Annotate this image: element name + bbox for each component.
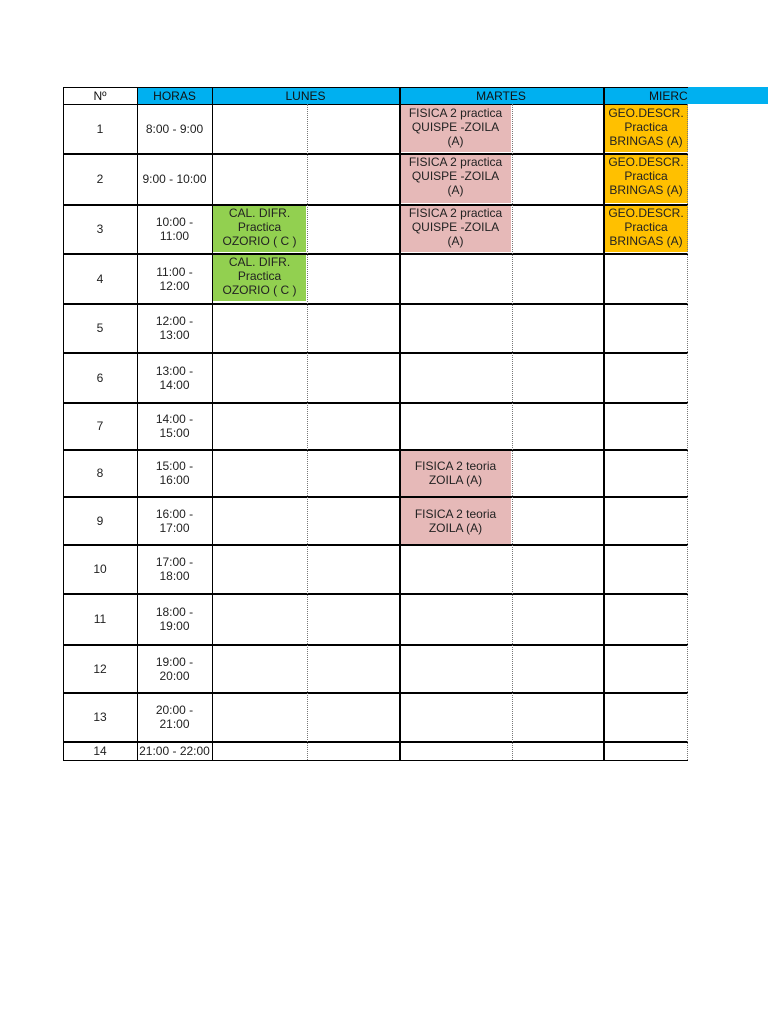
grid-line-h (63, 544, 688, 546)
row-number: 11 (93, 612, 107, 626)
row-number: 9 (96, 513, 104, 528)
class-calculo-practica-r3[interactable]: CAL. DIFR. Practica OZORIO ( C ) (213, 205, 306, 252)
grid-line-h (63, 153, 688, 155)
header-miercoles: MIERC (603, 87, 688, 104)
row-number: 4 (96, 271, 104, 286)
grid-line-v (63, 87, 64, 761)
row-hour: 13:00 - 14:00 (155, 363, 194, 392)
row-hour: 8:00 - 9:00 (145, 122, 204, 136)
row-number: 14 (93, 744, 107, 758)
row-number: 5 (96, 321, 104, 335)
row-hour: 18:00 - 19:00 (155, 605, 194, 633)
grid-line-h (63, 204, 688, 206)
row-number: 3 (96, 222, 104, 236)
grid-line-v (603, 87, 605, 761)
grid-line-h (63, 449, 688, 451)
class-geometria-practica-r1[interactable]: GEO.DESCR. Practica BRINGAS (A) (604, 105, 688, 152)
row-number: 12 (93, 661, 107, 676)
grid-line-v (212, 87, 213, 761)
class-fisica-practica-r2[interactable]: FISICA 2 practica QUISPE -ZOILA (A) (400, 154, 511, 203)
schedule-sheet (63, 87, 688, 760)
header-horas: HORAS (137, 87, 212, 104)
grid-line-h (63, 760, 688, 761)
class-calculo-practica-r4[interactable]: CAL. DIFR. Practica OZORIO ( C ) (213, 254, 306, 301)
row-number: 6 (96, 370, 104, 385)
header-fill-extension (688, 87, 768, 104)
row-hour: 12:00 - 13:00 (155, 314, 194, 342)
row-number: 7 (96, 419, 104, 433)
class-geometria-practica-r3[interactable]: GEO.DESCR. Practica BRINGAS (A) (604, 205, 688, 252)
class-fisica-practica-r3[interactable]: FISICA 2 practica QUISPE -ZOILA (A) (400, 205, 511, 252)
row-hour: 11:00 - 12:00 (156, 264, 193, 293)
grid-line-v (137, 87, 138, 761)
grid-line-h (63, 644, 688, 646)
grid-line-h (63, 402, 688, 404)
grid-line-h (63, 303, 688, 305)
class-fisica-practica-r1[interactable]: FISICA 2 practica QUISPE -ZOILA (A) (400, 105, 511, 152)
row-number: 13 (93, 710, 107, 724)
grid-line-h (63, 692, 688, 694)
grid-line-h (63, 104, 688, 105)
row-hour: 20:00 - 21:00 (155, 703, 194, 731)
header-n: Nº (63, 87, 137, 104)
grid-line-h (63, 741, 688, 743)
class-fisica-teoria-r8[interactable]: FISICA 2 teoria ZOILA (A) (400, 450, 511, 496)
grid-line-dotted (512, 104, 513, 760)
grid-line-h (63, 253, 688, 255)
grid-line-dotted (687, 104, 688, 760)
row-hour: 16:00 - 17:00 (155, 506, 194, 535)
row-number: 1 (96, 122, 104, 136)
row-hour: 14:00 - 15:00 (155, 412, 194, 440)
row-hour: 17:00 - 18:00 (155, 555, 194, 583)
row-hour: 19:00 - 20:00 (155, 654, 194, 683)
row-number: 8 (96, 466, 104, 480)
grid-line-h (63, 593, 688, 595)
class-fisica-teoria-r9[interactable]: FISICA 2 teoria ZOILA (A) (400, 497, 511, 544)
header-lunes: LUNES (212, 87, 399, 104)
header-martes: MARTES (399, 87, 603, 104)
row-number: 10 (93, 562, 107, 576)
row-hour: 15:00 - 16:00 (155, 459, 194, 487)
row-hour: 9:00 - 10:00 (142, 172, 207, 186)
grid-line-v (399, 87, 401, 761)
grid-line-h (63, 352, 688, 354)
grid-line-h (63, 496, 688, 498)
row-hour: 21:00 - 22:00 (139, 744, 210, 758)
row-hour: 10:00 - 11:00 (155, 215, 194, 243)
grid-line-dotted (307, 104, 308, 760)
row-number: 2 (96, 172, 104, 186)
class-geometria-practica-r2[interactable]: GEO.DESCR. Practica BRINGAS (A) (604, 154, 688, 203)
grid-line-h (63, 87, 688, 88)
